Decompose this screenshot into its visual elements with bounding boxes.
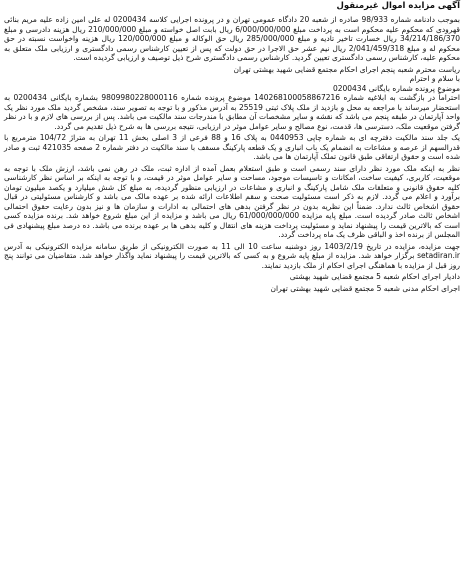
notice-intro: بموجب دادنامه شماره 98/933 صادره از شعبه 20 دادگاه عمومی تهران و در پرونده اجرایی کلاسه 0200434 له علی امین زاده علیه مریم بنائی قهرودی که محکوم علیه محکوم است به پرداخت مبلغ 6/000/000/000 ریال بابت اصل خواسته و مبلغ 210/000/000 ریال هزینه دادرسی و مبلغ 34/214/186/370 ریال خسارت تاخیر تادیه و مبلغ 285/000/000 ریال حق الوکاله و مبلغ 120/000/000 ریال هزینه واخواست نسبته در حق محکوم له و مبلغ 2/041/459/318 ریال نیم عشر حق الاجرا در حق دولت که پس از تعیین کارشناس رسمی دادگستری و ارزیابی ملک متعلق به محکوم علیه، کارشناس رسمی دادگستری تعیین گردید. کارشناس رسمی دادگستری شرح ذیل توصیف و ارزیابی گردیده است.: [4, 15, 461, 62]
notice-addressee: ریاست محترم شعبه پنجم اجرای احکام مجتمع قضایی شهید بهشتی تهران: [233, 64, 460, 74]
notice-title: آگهی مزایده اموال غیرمنقول: [336, 1, 460, 11]
notice-paragraph-3: نظر به اینکه ملک مورد نظر دارای سند رسمی است و طبق استعلام بعمل آمده از اداره ثبت، ملک در رهن نمی باشد، ارزش ملک با توجه به موقعیت، کاربری، کیفیت ساخت، امکانات و تاسیسات موجود، مساحت و سایر عوامل موثر در قیمت، و با توجه به اینکه بر اساس نظر کارشناسی کلیه حقوق قانونی و متعلقات ملک شامل پارکینگ و انباری و مشاعات در ارزیابی منظور گردیده، به مبلغ کل شش میلیارد و یکصد میلیون تومان برآورد و اعلام می گردد. لازم به ذکر است مسئولیت صحت و سقم اطلاعات ارائه شده بر عهده مالک می باشد و کارشناس مسئولیتی در قبال حقوق اشخاص ثالث ندارد. ضمناً این نظریه بدون در نظر گرفتن بدهی های احتمالی به ادارات و سازمان ها و نیز بدون رعایت حقوق احتمالی اشخاص ثالث صادر گردیده است. مبلغ پایه مزایده 61/000/000/000 ریال می باشد و مزایده از این مبلغ شروع خواهد شد. برنده مزایده کسی است که بالاترین قیمت را پیشنهاد نماید و مسئولیت پرداخت هزینه های انتقال و کلیه بدهی ها بر عهده برنده می باشد. ده درصد مبلغ پیشنهادی فی المجلس از برنده اخذ و الباقی ظرف یک ماه پرداخت گردد.: [4, 163, 460, 239]
notice-paragraph-4: جهت مزایده، مزایده در تاریخ 1403/2/19 روز دوشنبه ساعت 10 الی 11 به صورت الکترونیکی از طریق سامانه مزایده الکترونیکی به آدرس setadiran.ir برگزار خواهد شد. مزایده از مبلغ پایه شروع و به کسی که بالاترین قیمت را پیشنهاد نماید واگذار خواهد شد. متقاضیان می توانند پنج روز قبل از مزایده با هماهنگی اجرای احکام از ملک بازدید نمایند.: [4, 241, 460, 270]
notice-subject: موضوع پرونده شماره بایگانی 0200434: [332, 83, 460, 93]
notice-paragraph-2: یک جلد سند مالکیت دفترچه ای به شماره چاپی 0440953 به پلاک 16 و 88 فرعی از 3 اصلی بخش 11 تهران به متراژ 104/72 مترمربع با قدرالسهم از عرصه و مشاعات به انضمام یک باب انباری و یک قطعه پارکینگ مسقف با سند مالکیت در دفتر شماره 2 صفحه 421035 ثبت و صادر شده است و حقوق ارتفاقی طبق قانون تملک آپارتمان ها می باشد.: [4, 133, 461, 161]
notice-paragraph-5: دادیار اجرای احکام شعبه 5 مجتمع قضایی شهید بهشتی: [289, 272, 460, 281]
notice-paragraph-1: احتراماً در بازگشت به ابلاغیه شماره 140268100058867216 موضوع پرونده شماره 9809980228000116 بشماره بایگانی 0200434 به استحضار میرساند با مراجعه به محل و بازدید از ملک پلاک ثبتی 25519 به آدرس مذکور و با توجه به تصویر سند، مشخص گردید ملک مورد نظر یک واحد آپارتمان در طبقه پنجم می باشد که نقشه و سایر مشخصات آن مطابق با مندرجات سند مالکیت می باشد. پس از بررسی های لازم و با در نظر گرفتن موقعیت ملک، دسترسی ها، قدمت، نوع مصالح و سایر عوامل موثر در ارزیابی، نتیجه بررسی ها به شرح ذیل تقدیم می گردد.: [4, 93, 460, 131]
notice-signature: اجرای احکام مدنی شعبه 5 مجتمع قضایی شهید بهشتی تهران: [270, 283, 460, 293]
notice-greeting: با سلام و احترام: [409, 74, 460, 83]
